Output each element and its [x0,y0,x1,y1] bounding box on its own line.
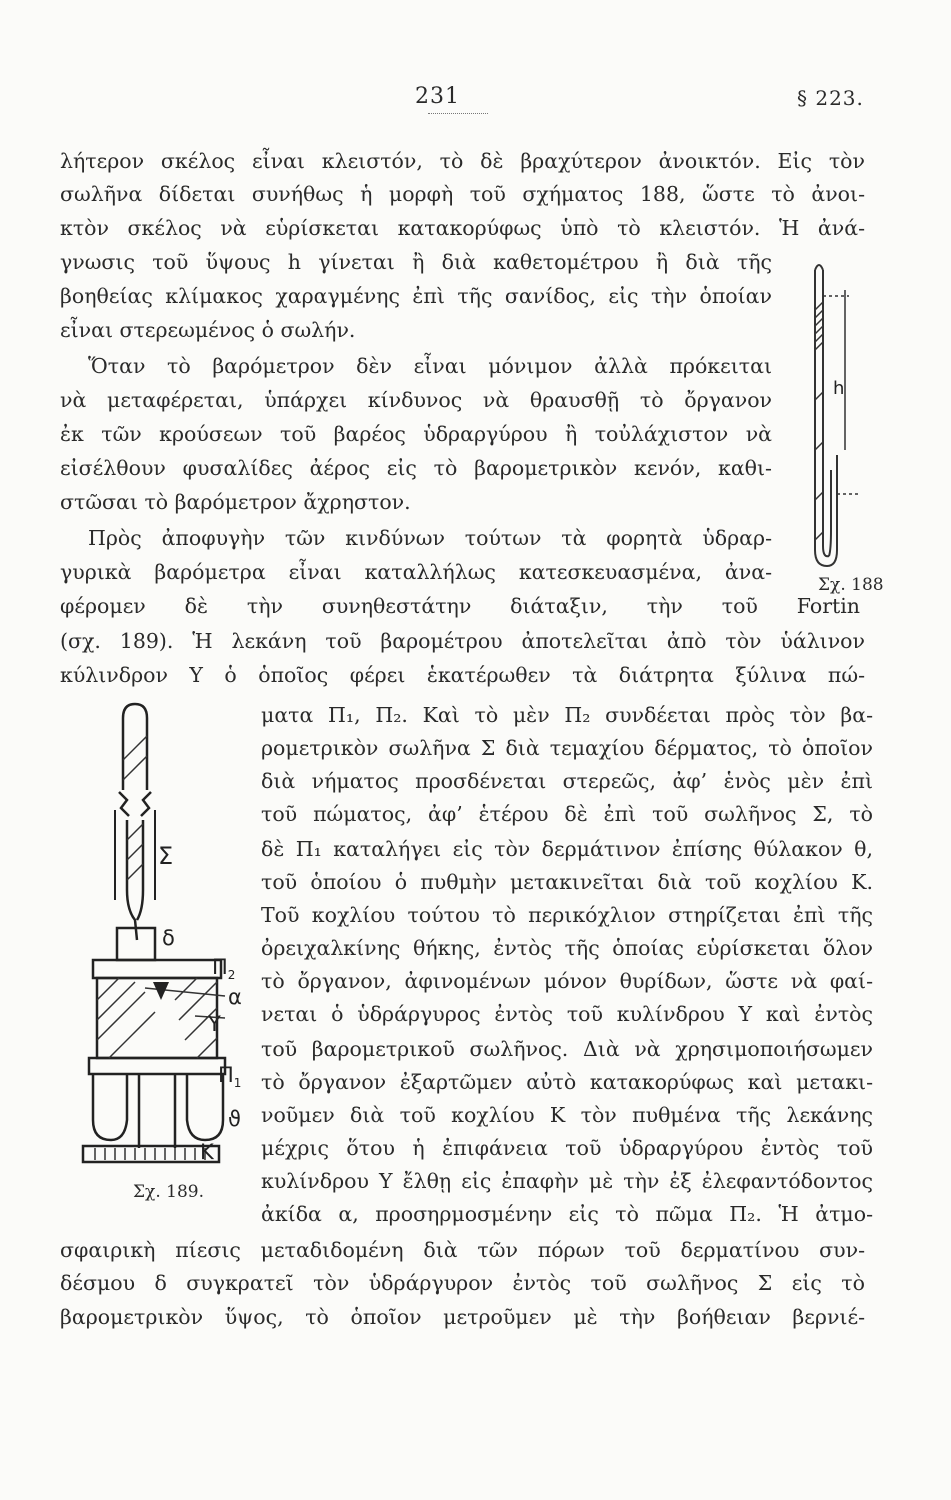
figure-189-label-pi1-main: Π [218,1063,234,1087]
page-header-rule [428,113,488,114]
page-number: 231 [415,84,460,109]
text-line: γυρικὰ βαρόμετρα εἶναι καταλλήλως κατεσκευασμένα, ἀνα- [60,560,772,584]
figure-188-label-h: h [833,378,845,399]
text-line: σωλῆνα δίδεται συνήθως ἡ μορφὴ τοῦ σχήματος 188, ὥστε τὸ ἀνοι- [60,182,865,206]
figure-189-label-upsilon: Υ [208,1012,221,1036]
text-line: λήτερον σκέλος εἶναι κλειστόν, τὸ δὲ βραχύτερον ἀνοικτόν. Εἰς τὸν [60,149,865,173]
text-line: εἰσέλθουν φυσαλίδες ἀέρος εἰς τὸ βαρομετρικὸν κενόν, καθι- [60,456,772,480]
text-line: Πρὸς ἀποφυγὴν τῶν κινδύνων τούτων τὰ φορητὰ ὑδραρ- [88,526,772,550]
text-line: εἶναι στερεωμένος ὁ σωλήν. [60,318,356,342]
text-line: διὰ νήματος προσδένεται στερεῶς, ἀφ’ ἑνὸς μὲν ἐπὶ [261,769,873,793]
text-line: δὲ Π₁ καταλήγει εἰς τὸν δερμάτινον ἐπίσης θύλακον θ, [261,837,873,861]
text-line: τοῦ πώματος, ἀφ’ ἑτέρου δὲ ἐπὶ τοῦ σωλῆνος Σ, τὸ [261,802,873,826]
figure-189-label-kappa: Κ [200,1140,214,1164]
figure-189-label-sigma: Σ [158,842,174,870]
text-line: ἀκίδα α, προσηρμοσμένην εἰς τὸ πῶμα Π₂. Ἡ ἀτμο- [261,1202,873,1226]
text-line: κυλίνδρου Υ ἔλθῃ εἰς ἐπαφὴν μὲ τὴν ἐξ ἐλεφαντόδοντος [261,1169,873,1193]
figure-189-label-delta: δ [162,926,175,950]
figure-189-label-alpha: α [228,985,242,1009]
text-line: Ὅταν τὸ βαρόμετρον δὲν εἶναι μόνιμον ἀλλὰ πρόκειται [88,354,772,378]
text-line: κύλινδρον Υ ὁ ὁποῖος φέρει ἑκατέρωθεν τὰ διάτρητα ξύλινα πώ- [60,663,865,687]
section-number: § 223. [797,86,864,110]
figure-189-caption: Σχ. 189. [133,1182,204,1202]
figure-189-label-pi2-main: Π [212,955,228,979]
figure-189-label-pi2 [212,955,235,982]
text-line: βαρομετρικὸν ὕψος, τὸ ὁποῖον μετροῦμεν μὲ τὴν βοήθειαν βερνιέ- [60,1305,865,1329]
figure-189-label-pi1 [218,1063,241,1090]
text-line: μέχρις ὅτου ἡ ἐπιφάνεια τοῦ ὑδραργύρου ἐντὸς τοῦ [261,1136,873,1160]
text-line: νεται ὁ ὑδράργυρος ἐντὸς τοῦ κυλίνδρου Υ καὶ ἐντὸς [261,1002,873,1026]
figure-189-label-pi2-sub: 2 [227,968,236,983]
text-line: τὸ ὄργανον, ἀφινομένων μόνον θυρίδων, ὥστε νὰ φαί- [261,969,873,993]
text-line: τοῦ βαρομετρικοῦ σωλῆνος. Διὰ νὰ χρησιμοποιήσωμεν [261,1037,873,1061]
text-line: ἐκ τῶν κρούσεων τοῦ βαρέος ὑδραργύρου ἢ τοὐλάχιστον νὰ [60,422,772,446]
text-line: κτὸν σκέλος νὰ εὑρίσκεται κατακορύφως ὑπὸ τὸ κλειστόν. Ἡ ἀνά- [60,216,865,240]
text-line: νοῦμεν διὰ τοῦ κοχλίου Κ τὸν πυθμένα τῆς λεκάνης [261,1103,873,1127]
text-line: φέρομεν δὲ τὴν συνηθεστάτην διάταξιν, τὴν τοῦ Fortin [60,594,860,618]
text-line: στῶσαι τὸ βαρόμετρον ἄχρηστον. [60,490,411,514]
figure-188-diagram [775,250,875,570]
text-line: ρομετρικὸν σωλῆνα Σ διὰ τεμαχίου δέρματος, τὸ ὁποῖον [261,736,873,760]
text-line: Τοῦ κοχλίου τούτου τὸ περικόχλιον στηρίζεται ἐπὶ τῆς [261,903,873,927]
text-line: σφαιρικὴ πίεσις μεταδιδομένη διὰ τῶν πόρων τοῦ δερματίνου συν- [60,1238,865,1262]
text-line: δέσμου δ συγκρατεῖ τὸν ὑδράργυρον ἐντὸς τοῦ σωλῆνος Σ εἰς τὸ [60,1271,865,1295]
text-line: τὸ ὄργανον ἐξαρτῶμεν αὐτὸ κατακορύφως καὶ μετακι- [261,1070,873,1094]
text-line: νὰ μεταφέρεται, ὑπάρχει κίνδυνος νὰ θραυσθῇ τὸ ὄργανον [60,388,772,412]
figure-189-label-pi1-sub: 1 [233,1076,242,1091]
text-line: ὀρειχαλκίνης θήκης, ἐντὸς τῆς ὁποίας εὑρίσκεται ὅλον [261,936,873,960]
text-line: βοηθείας κλίμακος χαραγμένης ἐπὶ τῆς σανίδος, εἰς τὴν ὁποίαν [60,284,772,308]
figure-188-caption: Σχ. 188 [818,575,884,595]
text-line: ματα Π₁, Π₂. Καὶ τὸ μὲν Π₂ συνδέεται πρὸς τὸν βα- [261,703,873,727]
text-line: (σχ. 189). Ἡ λεκάνη τοῦ βαρομέτρου ἀποτελεῖται ἀπὸ τὸν ὑάλινον [60,629,865,653]
figure-189-diagram [75,700,245,1170]
figure-189-label-theta: ϑ [228,1107,242,1131]
text-line: τοῦ ὁποίου ὁ πυθμὴν μετακινεῖται διὰ τοῦ κοχλίου Κ. [261,870,873,894]
text-line: γνωσις τοῦ ὕψους h γίνεται ἢ διὰ καθετομέτρου ἢ διὰ τῆς [60,250,772,274]
